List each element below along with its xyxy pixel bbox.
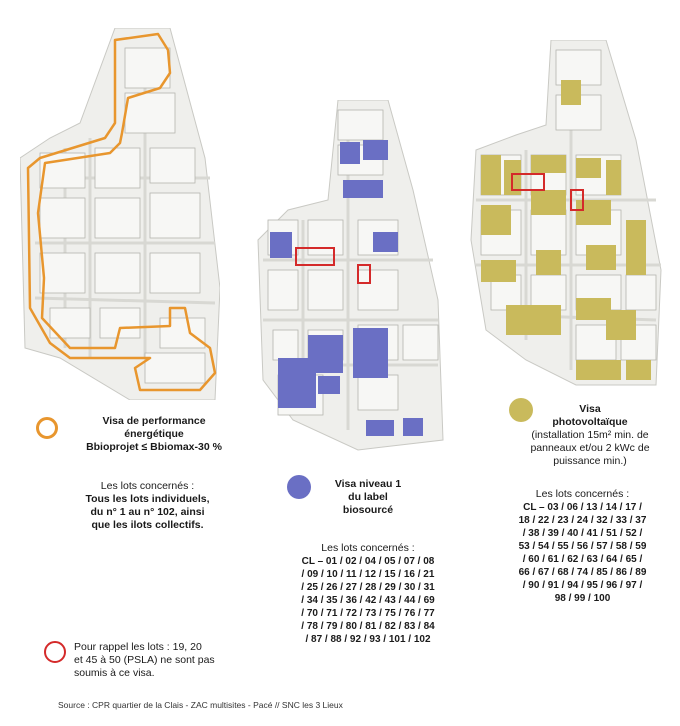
reminder-line3: soumis à ce visa. bbox=[74, 667, 155, 679]
bio-title-line2: du label bbox=[348, 491, 388, 503]
orange-circle-icon bbox=[36, 417, 58, 439]
energy-title-line1: Visa de performance bbox=[102, 415, 206, 427]
energy-lots-label: Les lots concernés : bbox=[100, 480, 195, 492]
bio-title-line3: biosourcé bbox=[342, 504, 394, 516]
pv-lots-list bbox=[490, 501, 675, 605]
energy-lots-line3: que les ilots collectifs. bbox=[91, 519, 204, 531]
bio-legend-title bbox=[318, 478, 418, 517]
pv-lots-row: 98 / 99 / 100 bbox=[554, 593, 611, 604]
reminder-line2: et 45 à 50 (PSLA) ne sont pas bbox=[74, 654, 215, 666]
energy-title-line3: Bbioprojet ≤ Bbiomax-30 % bbox=[86, 441, 222, 453]
bio-lots-row: / 34 / 35 / 36 / 42 / 43 / 44 / 69 bbox=[301, 595, 435, 606]
bio-lots-row: / 87 / 88 / 92 / 93 / 101 / 102 bbox=[305, 634, 431, 645]
source-caption: Source : CPR quartier de la Clais - ZAC multisites - Pacé // SNC les 3 Lieux bbox=[58, 700, 343, 710]
energy-title-line2: énergétique bbox=[124, 428, 184, 440]
pv-desc-line3: puissance min.) bbox=[553, 455, 627, 467]
pv-lots-row: / 60 / 61 / 62 / 63 / 64 / 65 / bbox=[522, 554, 643, 565]
bio-lots-row: / 78 / 79 / 80 / 81 / 82 / 83 / 84 bbox=[301, 621, 435, 632]
energy-legend-title bbox=[64, 415, 244, 454]
site-plan-energy bbox=[20, 28, 220, 400]
pv-lots-row: / 90 / 91 / 94 / 95 / 96 / 97 / bbox=[522, 580, 643, 591]
pv-lots-row: / 38 / 39 / 40 / 41 / 51 / 52 / bbox=[522, 528, 643, 539]
pv-desc-line1: (installation 15m² min. de bbox=[531, 429, 649, 441]
pv-lots bbox=[490, 488, 675, 605]
energy-lots-line2: du n° 1 au n° 102, ainsi bbox=[90, 506, 205, 518]
pv-legend-title bbox=[515, 403, 665, 468]
bio-lots-label: Les lots concernés : bbox=[321, 542, 415, 554]
bio-title-line1: Visa niveau 1 bbox=[334, 478, 402, 490]
energy-lots-line1: Tous les lots individuels, bbox=[85, 493, 210, 505]
bio-lots-row: / 25 / 26 / 27 / 28 / 29 / 30 / 31 bbox=[301, 582, 435, 593]
pv-lots-row: 53 / 54 / 55 / 56 / 57 / 58 / 59 bbox=[518, 541, 647, 552]
reminder-line1: Pour rappel les lots : 19, 20 bbox=[74, 641, 202, 653]
pv-lots-row: CL – 03 / 06 / 13 / 14 / 17 / bbox=[523, 502, 642, 513]
site-plan-photovoltaic bbox=[466, 40, 666, 400]
pv-title-line1: Visa bbox=[579, 403, 601, 415]
red-circle-icon bbox=[44, 641, 66, 663]
reminder-text bbox=[74, 641, 244, 680]
bio-lots-row: / 70 / 71 / 72 / 73 / 75 / 76 / 77 bbox=[301, 608, 435, 619]
site-plan-biosourced bbox=[248, 100, 448, 455]
bio-lots-row: / 09 / 10 / 11 / 12 / 15 / 16 / 21 bbox=[301, 569, 435, 580]
map-biosourced bbox=[248, 100, 448, 455]
map-energy-performance bbox=[20, 28, 220, 400]
purple-dot-icon bbox=[287, 475, 311, 499]
pv-lots-row: 18 / 22 / 23 / 24 / 32 / 33 / 37 bbox=[518, 515, 647, 526]
bio-lots-list bbox=[268, 555, 468, 646]
pv-lots-label: Les lots concernés : bbox=[535, 488, 630, 500]
energy-lots bbox=[40, 480, 255, 532]
pv-desc-line2: panneaux et/ou 2 kWc de bbox=[530, 442, 650, 454]
pv-lots-row: 66 / 67 / 68 / 74 / 85 / 86 / 89 bbox=[518, 567, 647, 578]
bio-lots bbox=[268, 542, 468, 646]
pv-title-line2: photovoltaïque bbox=[552, 416, 628, 428]
map-photovoltaic bbox=[466, 40, 666, 400]
bio-lots-row: CL – 01 / 02 / 04 / 05 / 07 / 08 bbox=[301, 556, 435, 567]
